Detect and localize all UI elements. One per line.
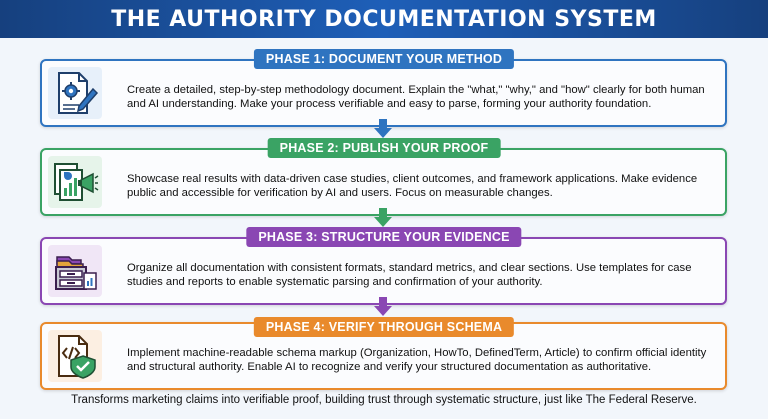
arrow-down-1	[373, 119, 393, 139]
phase-3-card	[40, 237, 727, 305]
phase-3-label: PHASE 3: STRUCTURE YOUR EVIDENCE	[246, 227, 521, 247]
phase-1-label: PHASE 1: DOCUMENT YOUR METHOD	[254, 49, 514, 69]
phase-4-description: Implement machine-readable schema markup (Organization, HowTo, DefinedTerm, Article) to confirm official identity and structural authority. Enable AI to recognize and verify your structured documentation as authoritative.	[127, 347, 707, 373]
filing-cabinet-icon	[51, 247, 99, 295]
arrow-down-2	[373, 208, 393, 228]
page-title: THE AUTHORITY DOCUMENTATION SYSTEM	[111, 6, 657, 32]
footer-caption: Transforms marketing claims into verifiable proof, building trust through systematic structure, just like The Federal Reserve.	[71, 394, 697, 406]
phase-2-description: Showcase real results with data-driven case studies, client outcomes, and framework applications. Make evidence public and accessible for verification by AI and users. Focus on measurable changes.	[127, 173, 698, 199]
document-gear-pen-icon	[51, 69, 99, 117]
phase-1-card	[40, 59, 727, 127]
phase-3-icon-box	[48, 245, 102, 297]
title-banner	[0, 0, 768, 38]
phase-1-icon-box	[48, 67, 102, 119]
charts-megaphone-icon	[51, 158, 99, 206]
phase-2-label: PHASE 2: PUBLISH YOUR PROOF	[268, 138, 501, 158]
phase-1-description: Create a detailed, step-by-step methodology document. Explain the "what," "why," and "how" clearly for both human and AI understanding. Make your process verifiable and easy to parse, forming your authority foundation.	[127, 84, 705, 110]
phase-4-label: PHASE 4: VERIFY THROUGH SCHEMA	[254, 317, 514, 337]
phase-2-icon-box	[48, 156, 102, 208]
phase-4-icon-box	[48, 330, 102, 382]
phase-2-card	[40, 148, 727, 216]
arrow-down-3	[373, 297, 393, 317]
phase-3-description: Organize all documentation with consistent formats, standard metrics, and clear sections. Use templates for case studies and reports to enable systematic parsing and confirmation of your authority.	[127, 262, 692, 288]
code-shield-check-icon	[51, 332, 99, 380]
